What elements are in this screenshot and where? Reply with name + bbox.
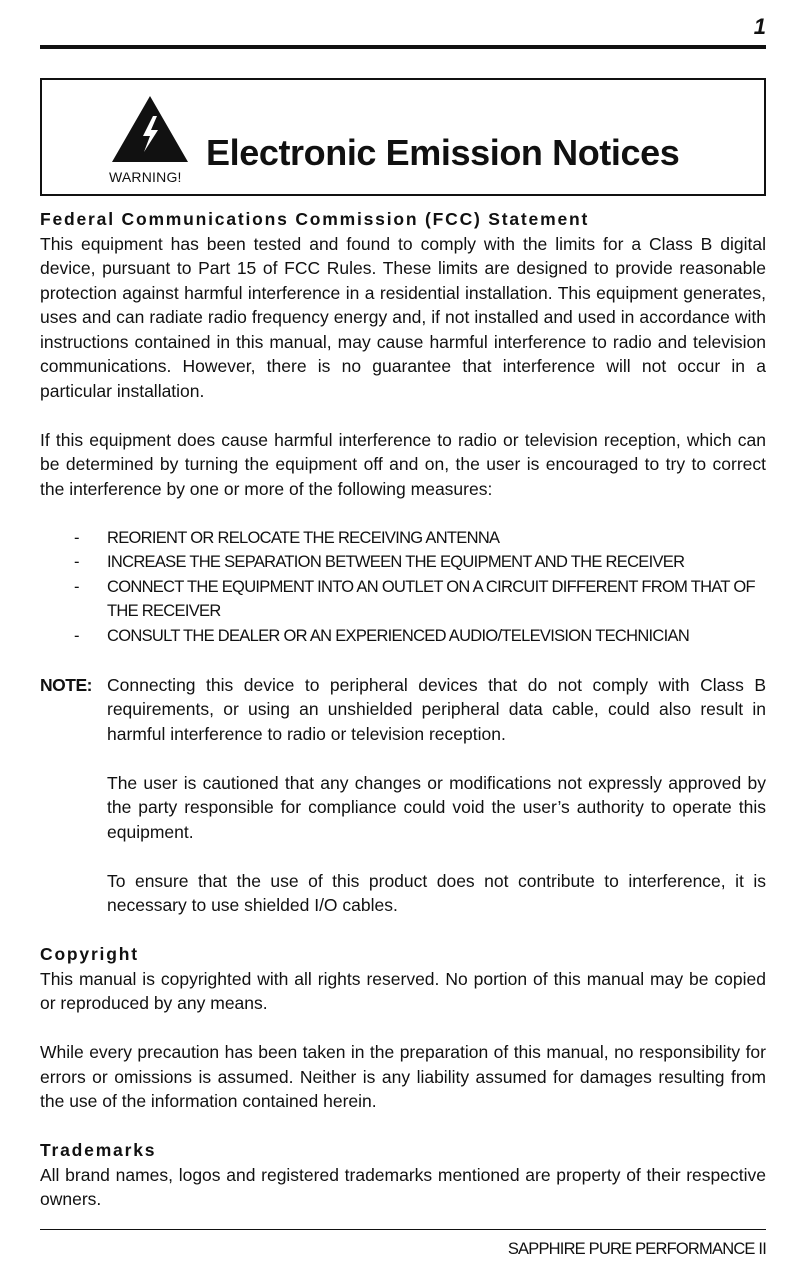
warning-lightning-icon <box>110 94 190 164</box>
measure-text: CONSULT THE DEALER OR AN EXPERIENCED AUDIO/TELEVISION TECHNICIAN <box>107 626 690 645</box>
copyright-heading: Copyright <box>40 944 139 964</box>
bottom-rule <box>40 1229 766 1230</box>
bullet-marker: - <box>74 528 79 547</box>
bullet-marker: - <box>74 553 79 571</box>
document-content <box>40 207 766 1212</box>
list-item <box>40 550 766 575</box>
note-paragraph: To ensure that the use of this product does not contribute to interference, it is necessary to use shielded I/O cables. <box>107 870 766 915</box>
footer-product-name: SAPPHIRE PURE PERFORMANCE II <box>507 1240 766 1258</box>
list-item <box>40 624 766 649</box>
copyright-paragraph: While every precaution has been taken in the preparation of this manual, no responsibility for errors or omissions is assumed. Neither is any liability assumed for damages resulting from the use of the information contained herein. <box>40 1042 766 1111</box>
bullet-marker: - <box>74 626 79 645</box>
fcc-paragraph: This equipment has been tested and found to comply with the limits for a Class B digital device, pursuant to Part 15 of FCC Rules. These limits are designed to provide reasonable protection against harmful interference in a residential installation. This equipment generates, uses and can radiate radio frequency energy and, if not installed and used in accordance with instructions contained in this manual, may cause harmful interference to radio and television communications. However, there is no guarantee that interference will not occur in a particular installation. <box>40 233 766 401</box>
measure-text: REORIENT OR RELOCATE THE RECEIVING ANTENNA <box>107 528 500 547</box>
page-title: Electronic Emission Notices <box>206 132 680 173</box>
fcc-heading: Federal Communications Commission (FCC) Statement <box>40 209 590 229</box>
note-block <box>40 673 766 918</box>
title-box <box>40 78 766 196</box>
measure-text: CONNECT THE EQUIPMENT INTO AN OUTLET ON A CIRCUIT DIFFERENT FROM THAT OF THE RECEIVER <box>107 577 755 620</box>
measure-text: INCREASE THE SEPARATION BETWEEN THE EQUIPMENT AND THE RECEIVER <box>107 553 685 571</box>
fcc-paragraph: If this equipment does cause harmful interference to radio or television reception, which can be determined by turning the equipment off and on, the user is encouraged to try to correct the interference by one or more of the following measures: <box>40 429 766 499</box>
list-item <box>40 575 766 624</box>
note-paragraph: The user is cautioned that any changes or modifications not expressly approved by the party responsible for compliance could void the user’s authority to operate this equipment. <box>107 772 766 842</box>
copyright-paragraph: This manual is copyrighted with all rights reserved. No portion of this manual may be copied or reproduced by any means. <box>40 968 766 1013</box>
warning-label: WARNING! <box>109 169 182 185</box>
note-paragraph: Connecting this device to peripheral devices that do not comply with Class B requirements, or using an unshielded peripheral data cable, could also result in harmful interference to radio or television reception. <box>107 674 766 744</box>
measures-list <box>40 526 766 649</box>
page-number: 1 <box>753 14 766 39</box>
trademarks-paragraph: All brand names, logos and registered trademarks mentioned are property of their respective owners. <box>40 1164 766 1209</box>
trademarks-heading: Trademarks <box>40 1140 157 1160</box>
top-rule <box>40 45 766 49</box>
list-item <box>40 526 766 551</box>
bullet-marker: - <box>74 577 79 596</box>
note-label: NOTE: <box>40 674 92 695</box>
